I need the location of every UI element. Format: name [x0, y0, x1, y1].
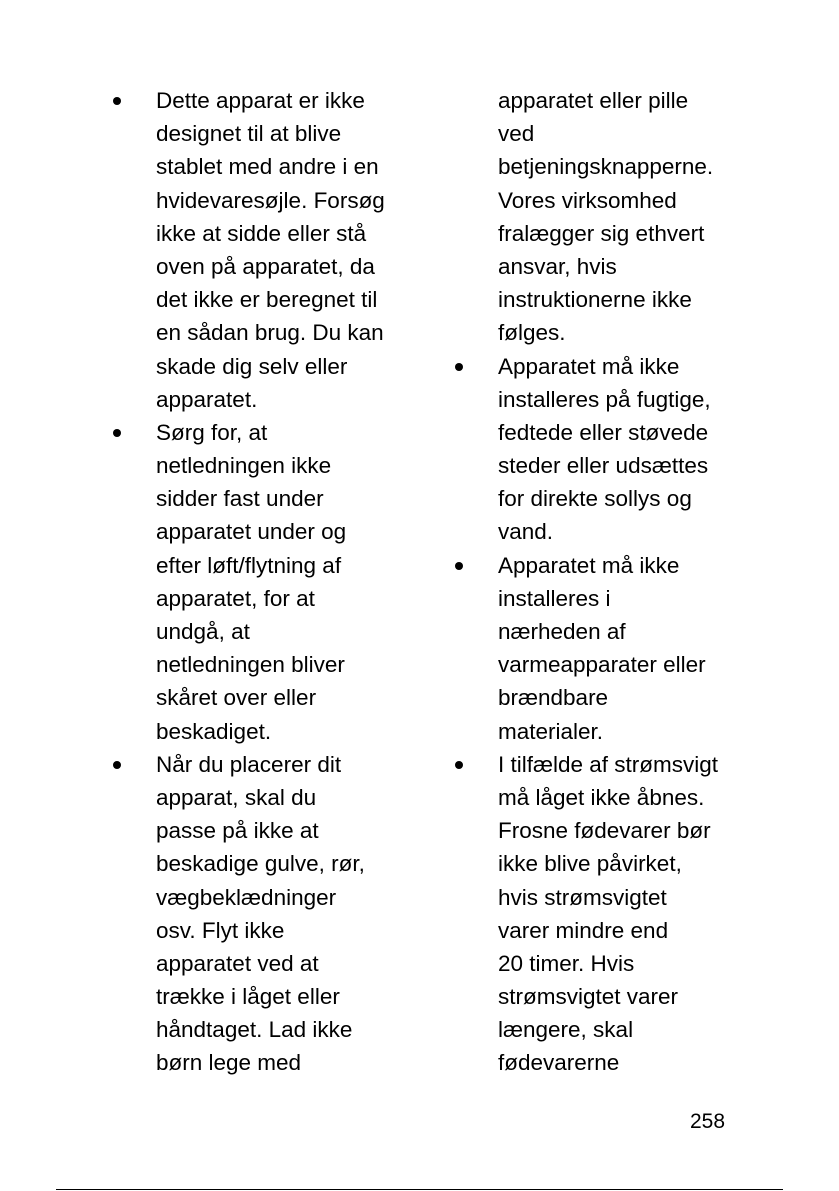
- text-line: [452, 881, 742, 914]
- line-text: håndtaget. Lad ikke: [156, 1017, 353, 1043]
- line-text: materialer.: [498, 718, 604, 744]
- line-text: strømsvigtet varer: [498, 984, 679, 1010]
- line-text: ved: [498, 121, 535, 147]
- line-text: nærheden af: [498, 619, 626, 644]
- text-line: [452, 582, 742, 615]
- text-line: [452, 482, 742, 515]
- line-text: oven på apparatet, da: [156, 253, 375, 279]
- text-line: [110, 283, 410, 316]
- line-text: brændbare: [498, 685, 609, 711]
- text-line: [452, 117, 742, 150]
- text-line: [452, 383, 742, 416]
- text-line: [452, 84, 742, 117]
- text-line: [452, 947, 742, 980]
- line-text: vægbeklædninger: [156, 884, 337, 910]
- text-line: [452, 184, 742, 217]
- line-text: Frosne fødevarer bør: [498, 818, 711, 844]
- line-text: apparatet.: [156, 386, 258, 412]
- text-line: [452, 217, 742, 250]
- text-line: [110, 416, 410, 449]
- text-line: [452, 781, 742, 814]
- text-line: [452, 316, 742, 349]
- text-line: [452, 350, 742, 383]
- line-text: apparatet under og: [156, 519, 347, 545]
- text-line: [110, 117, 410, 150]
- text-line: [452, 914, 742, 947]
- bullet-item: [110, 416, 410, 748]
- text-line: [452, 549, 742, 582]
- text-line: [110, 383, 410, 416]
- text-line: [110, 914, 410, 947]
- line-text: fødevarerne: [498, 1050, 620, 1076]
- text-line: [110, 217, 410, 250]
- line-text: ikke at sidde eller stå: [156, 220, 367, 246]
- bullet-item: [452, 748, 742, 1080]
- page-number: 258: [690, 1110, 726, 1133]
- line-text: netledningen ikke: [156, 453, 332, 479]
- line-text: Når du placerer dit: [156, 751, 342, 777]
- line-text: undgå, at: [156, 619, 250, 644]
- line-text: efter løft/flytning af: [156, 552, 342, 578]
- text-line: [452, 1046, 742, 1079]
- text-line: [452, 615, 742, 648]
- line-text: børn lege med: [156, 1050, 302, 1076]
- line-text: vand.: [498, 519, 554, 545]
- line-text: osv. Flyt ikke: [156, 917, 285, 943]
- bullet-dot-icon: [113, 761, 121, 769]
- line-text: hvis strømsvigtet: [498, 884, 667, 910]
- line-text: hvidevaresøjle. Forsøg: [156, 187, 385, 213]
- line-text: 20 timer. Hvis: [498, 950, 635, 976]
- bullet-item: [452, 84, 742, 350]
- line-text: I tilfælde af strømsvigt: [498, 751, 719, 777]
- bullet-dot-icon: [455, 363, 463, 371]
- text-line: [110, 184, 410, 217]
- line-text: Sørg for, at: [156, 419, 268, 445]
- text-line: [110, 84, 410, 117]
- left-column: [110, 84, 410, 1080]
- bullet-dot-icon: [455, 562, 463, 570]
- line-text: netledningen bliver: [156, 652, 345, 678]
- line-text: Vores virksomhed: [498, 187, 677, 213]
- text-line: [452, 681, 742, 714]
- text-line: [110, 449, 410, 482]
- text-line: [110, 648, 410, 681]
- line-text: skade dig selv eller: [156, 353, 348, 379]
- bullet-item: [452, 549, 742, 748]
- text-line: [110, 582, 410, 615]
- line-text: ansvar, hvis: [498, 253, 617, 279]
- line-text: beskadiget.: [156, 718, 272, 744]
- text-line: [110, 947, 410, 980]
- line-text: betjeningsknapperne.: [498, 154, 714, 180]
- line-text: apparat, skal du: [156, 784, 317, 810]
- text-line: [110, 980, 410, 1013]
- text-line: [110, 515, 410, 548]
- line-text: steder eller udsættes: [498, 453, 709, 479]
- line-text: må låget ikke åbnes.: [498, 784, 705, 810]
- bullet-dot-icon: [113, 97, 121, 105]
- text-line: [452, 150, 742, 183]
- line-text: en sådan brug. Du kan: [156, 320, 384, 346]
- bullet-dot-icon: [455, 761, 463, 769]
- text-line: [110, 250, 410, 283]
- footer-rule: [56, 1189, 783, 1190]
- line-text: Dette apparat er ikke: [156, 88, 365, 113]
- text-line: [452, 715, 742, 748]
- line-text: længere, skal: [498, 1017, 634, 1043]
- line-text: varmeapparater eller: [498, 652, 706, 678]
- text-line: [452, 250, 742, 283]
- text-line: [110, 715, 410, 748]
- line-text: fedtede eller støvede: [498, 419, 709, 445]
- bullet-item: [110, 748, 410, 1080]
- right-column: [452, 84, 742, 1080]
- line-text: beskadige gulve, rør,: [156, 851, 365, 877]
- line-text: ikke blive påvirket,: [498, 851, 682, 877]
- text-line: [110, 681, 410, 714]
- text-line: [110, 150, 410, 183]
- text-line: [110, 482, 410, 515]
- text-line: [110, 748, 410, 781]
- text-line: [452, 416, 742, 449]
- line-text: apparatet, for at: [156, 585, 315, 611]
- line-text: trække i låget eller: [156, 984, 340, 1010]
- text-line: [452, 814, 742, 847]
- line-text: varer mindre end: [498, 917, 669, 943]
- bullet-item: [110, 84, 410, 416]
- line-text: apparatet eller pille: [498, 88, 689, 113]
- text-line: [452, 847, 742, 880]
- line-text: skåret over eller: [156, 685, 317, 711]
- text-line: [452, 283, 742, 316]
- text-line: [110, 814, 410, 847]
- line-text: designet til at blive: [156, 121, 342, 147]
- bullet-dot-icon: [113, 429, 121, 437]
- text-line: [110, 781, 410, 814]
- line-text: følges.: [498, 320, 566, 346]
- line-text: det ikke er beregnet til: [156, 287, 378, 313]
- text-line: [110, 1046, 410, 1079]
- text-line: [110, 549, 410, 582]
- text-line: [110, 847, 410, 880]
- line-text: installeres i: [498, 585, 611, 611]
- text-line: [110, 1013, 410, 1046]
- line-text: Apparatet må ikke: [498, 353, 680, 379]
- line-text: passe på ikke at: [156, 818, 319, 844]
- line-text: instruktionerne ikke: [498, 287, 692, 313]
- text-line: [452, 449, 742, 482]
- text-line: [452, 1013, 742, 1046]
- line-text: fralægger sig ethvert: [498, 220, 705, 246]
- line-text: stablet med andre i en: [156, 154, 379, 180]
- text-line: [110, 316, 410, 349]
- line-text: for direkte sollys og: [498, 486, 692, 512]
- text-line: [452, 748, 742, 781]
- text-line: [452, 648, 742, 681]
- line-text: apparatet ved at: [156, 950, 319, 976]
- text-line: [110, 615, 410, 648]
- line-text: Apparatet må ikke: [498, 552, 680, 578]
- text-line: [452, 980, 742, 1013]
- text-line: [110, 350, 410, 383]
- text-line: [110, 881, 410, 914]
- text-line: [452, 515, 742, 548]
- line-text: installeres på fugtige,: [498, 386, 711, 412]
- bullet-item: [452, 350, 742, 549]
- line-text: sidder fast under: [156, 486, 324, 512]
